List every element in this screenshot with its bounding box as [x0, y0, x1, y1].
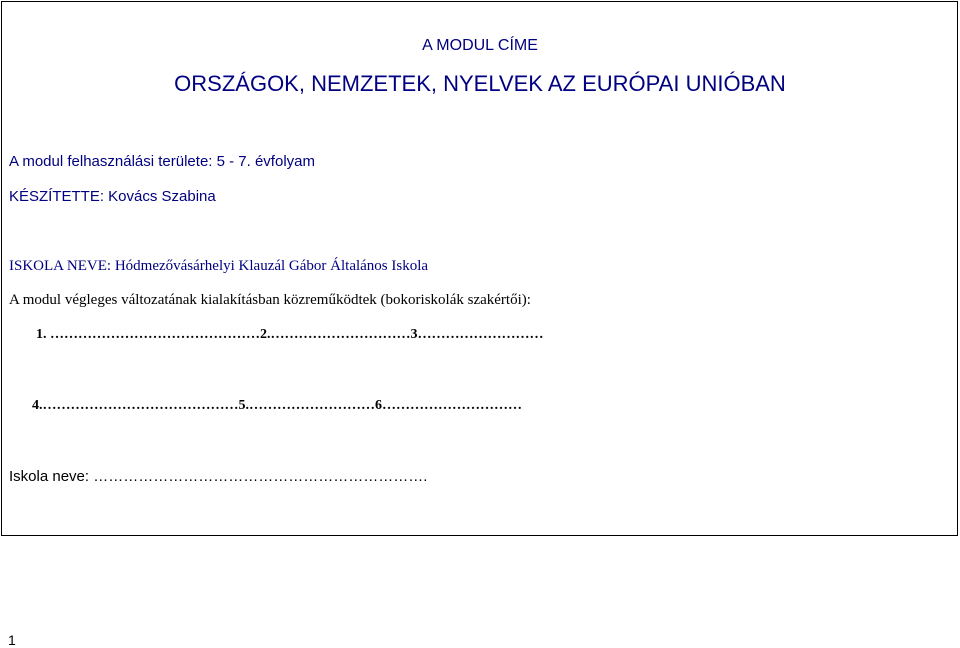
signature-row-2: 4.……………………………………5.………………………6…………………………	[32, 398, 522, 413]
experts-intro: A modul végleges változatának kialakításban közreműködtek (bokoriskolák szakértői):	[9, 292, 531, 308]
module-label: A MODUL CÍME	[422, 37, 538, 54]
author-line: KÉSZÍTETTE: Kovács Szabina	[9, 188, 216, 205]
module-title: ORSZÁGOK, NEMZETEK, NYELVEK AZ EURÓPAI UNIÓBAN	[174, 71, 786, 96]
page-number: 1	[8, 632, 16, 648]
signature-row-1: 1. ………………………………………2.…………………………3………………………	[36, 327, 544, 342]
school-name-field: Iskola neve: ………………………………………………………….	[9, 468, 428, 485]
usage-scope: A modul felhasználási területe: 5 - 7. évfolyam	[9, 153, 315, 170]
school-line: ISKOLA NEVE: Hódmezővásárhelyi Klauzál Gábor Általános Iskola	[9, 258, 429, 274]
